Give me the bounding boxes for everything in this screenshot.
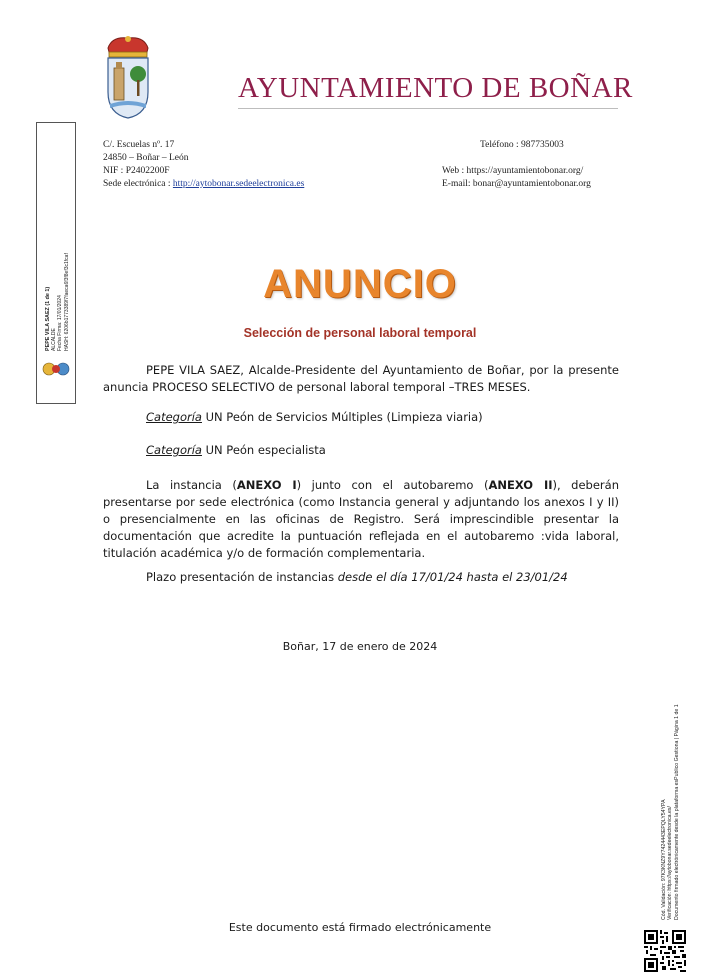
signature-date: Fecha Firma: 17/01/2024 [57,295,64,351]
validation-platform: Documento firmado electrónicamente desde la plataforma esPublico Gestiona | Página 1 de 1 [673,704,680,920]
validation-url: Verificación: https://aytobonar.sedeelectronica.es/ [667,806,674,920]
contact-email[interactable]: E-mail: bonar@ayuntamientobonar.org [442,179,591,189]
institution-title: AYUNTAMIENTO DE BOÑAR [238,72,633,104]
document-subheading: Selección de personal laboral temporal [243,326,477,340]
municipal-crest-logo [100,34,156,120]
document-heading: ANUNCIO [263,262,457,306]
category-2-label: Categoría [146,443,202,457]
address-nif: NIF : P2402200F [103,166,170,176]
signature-hash: HASH: 6206b1773389f7faeca6f3f8ef3c1fcaf [63,253,70,351]
footer-signed-note: Este documento está firmado electrónicamente [228,921,492,934]
sede-label: Sede electrónica : [103,179,173,189]
deadline-dates: desde el día 17/01/24 hasta el 23/01/24 [337,570,568,584]
instance-paragraph [103,477,619,562]
signature-role: ALCALDE [51,328,58,351]
signature-seal-icon [41,359,71,379]
intro-paragraph: PEPE VILA SAEZ, Alcalde-Presidente del Ayuntamiento de Boñar, por la presente anuncia PROCESO SELECTIVO de personal laboral temporal –TRES MESES. [103,363,619,394]
signature-signer: PEPE VILA SAEZ (1 de 1) [45,286,51,351]
contact-web[interactable]: Web : https://ayuntamientobonar.org/ [442,166,584,176]
address-city: 24850 – Boñar – León [103,153,189,163]
p1-text-a: La instancia ( [146,478,237,492]
address-street: C/. Escuelas nº. 17 [103,140,175,150]
p1-text-b: ) junto con el autobaremo ( [296,478,489,492]
deadline-paragraph [146,569,616,586]
contact-phone: Teléfono : 987735003 [480,140,564,150]
title-divider [238,108,618,109]
deadline-label: Plazo presentación de instancias [146,570,338,584]
qr-code-icon [644,930,686,972]
contact-spacer [480,152,617,165]
document-date: Boñar, 17 de enero de 2024 [282,640,438,653]
category-2 [146,442,616,459]
category-2-text: UN Peón especialista [201,443,326,457]
contact-block [442,139,617,191]
sede-link[interactable]: http://aytobonar.sedeelectronica.es [172,179,305,189]
validation-side-text [661,704,680,920]
category-1-text: UN Peón de Servicios Múltiples (Limpieza viaria) [201,410,483,424]
p1-anexo2: ANEXO II [488,478,553,492]
p1-text-c: ), deberán presentarse por sede electrónica (como Instancia general y adjuntando los anexos I y II) o presencialmente en las oficinas de Registro. Será imprescindible presentar la documentación que acredite la puntuación reflejada en el autobaremo :vida laboral, titulación académica y/o de formación complementaria. [103,478,619,560]
p1-anexo1: ANEXO I [236,478,297,492]
category-1 [146,409,616,426]
category-1-label: Categoría [146,410,202,424]
address-sede [103,178,304,191]
validation-code: Cód. Validación: 97K3KNZ9Y7424443EPQLY54YPA [661,799,667,920]
address-block [103,139,304,191]
